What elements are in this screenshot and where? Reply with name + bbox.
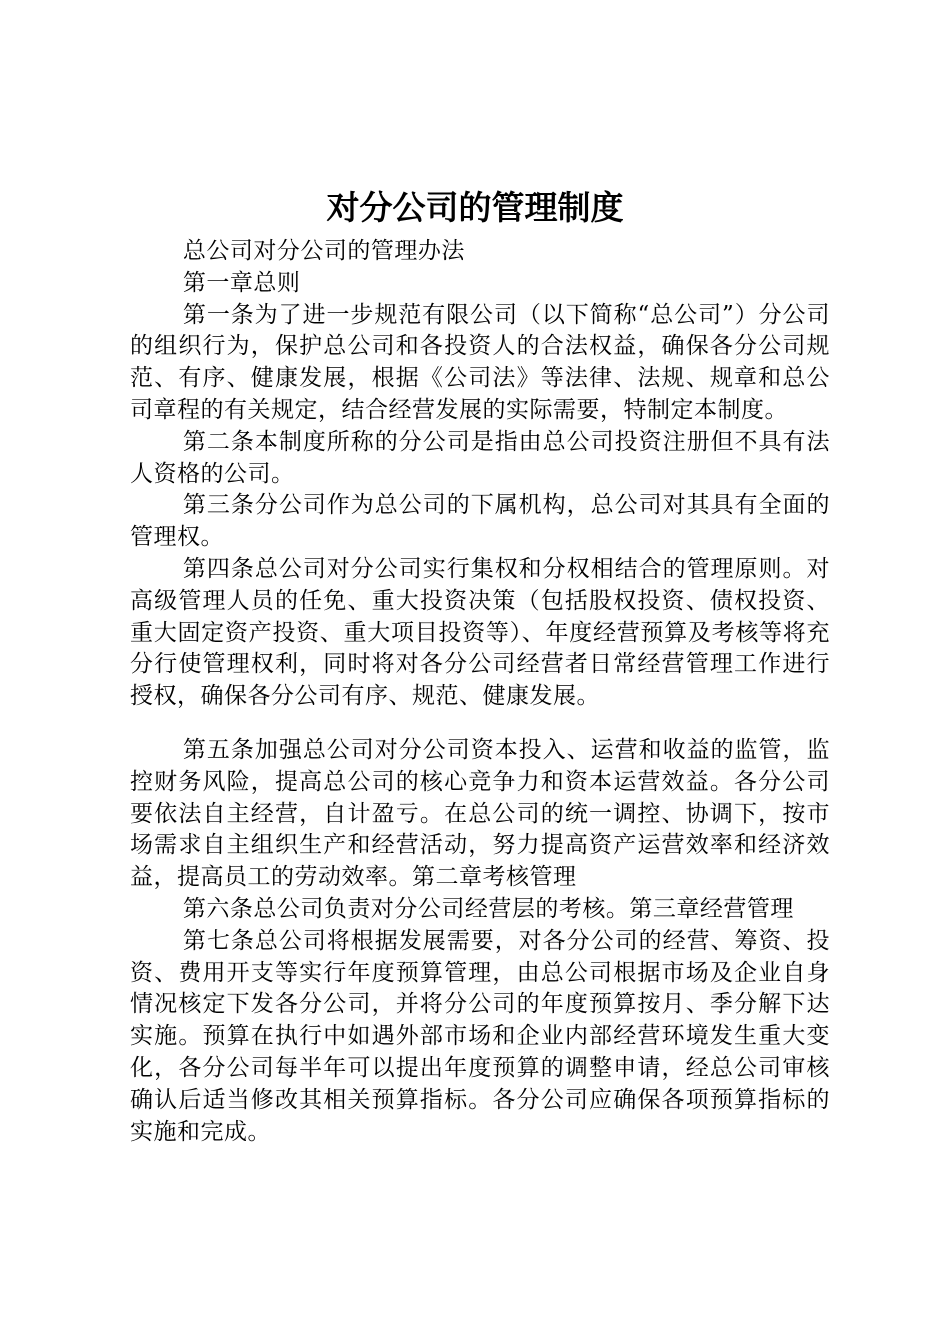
paragraph-chapter-one: 第一章总则 bbox=[182, 269, 301, 296]
paragraph-article-7: 第七条总公司将根据发展需要，对各分公司的经营、筹资、投资、费用开支等实行年度预算管理，由总公司根据市场及企业自身情况核定下发各分公司，并将分公司的年度预算按月、季分解下达实施。预算在执行中如遇外部市场和企业内部经营环境发生重大变化，各分公司每半年可以提出年度预算的调整申请，经总公司审核确认后适当修改其相关预算指标。各分公司应确保各项预算指标的实施和完成。 bbox=[130, 927, 830, 1145]
paragraph-article-6: 第六条总公司负责对分公司经营层的考核。第三章经营管理 bbox=[182, 895, 794, 922]
paragraph-subtitle: 总公司对分公司的管理办法 bbox=[182, 238, 465, 264]
paragraph-article-2: 第二条本制度所称的分公司是指由总公司投资注册但不具有法人资格的公司。 bbox=[130, 428, 830, 487]
document-title: 对分公司的管理制度 bbox=[326, 188, 624, 227]
paragraph-article-4: 第四条总公司对分公司实行集权和分权相结合的管理原则。对高级管理人员的任免、重大投资决策（包括股权投资、债权投资、重大固定资产投资、重大项目投资等）、年度经营预算及考核等将充分行使管理权利，同时将对各分公司经营者日常经营管理工作进行授权，确保各分公司有序、规范、健康发展。 bbox=[130, 555, 830, 710]
paragraph-article-5: 第五条加强总公司对分公司资本投入、运营和收益的监管，监控财务风险，提高总公司的核心竞争力和资本运营效益。各分公司要依法自主经营，自计盈亏。在总公司的统一调控、协调下，按市场需求自主组织生产和经营活动，努力提高资产运营效率和经济效益，提高员工的劳动效率。第二章考核管理 bbox=[130, 736, 830, 891]
paragraph-article-3: 第三条分公司作为总公司的下属机构，总公司对其具有全面的管理权。 bbox=[130, 492, 830, 551]
document-body bbox=[130, 236, 830, 1148]
paragraph-article-1: 第一条为了进一步规范有限公司（以下简称“总公司”）分公司的组织行为，保护总公司和各投资人的合法权益，确保各分公司规范、有序、健康发展，根据《公司法》等法律、法规、规章和总公司章程的有关规定，结合经营发展的实际需要，特制定本制度。 bbox=[130, 301, 830, 423]
paragraph-spacer bbox=[130, 713, 830, 735]
